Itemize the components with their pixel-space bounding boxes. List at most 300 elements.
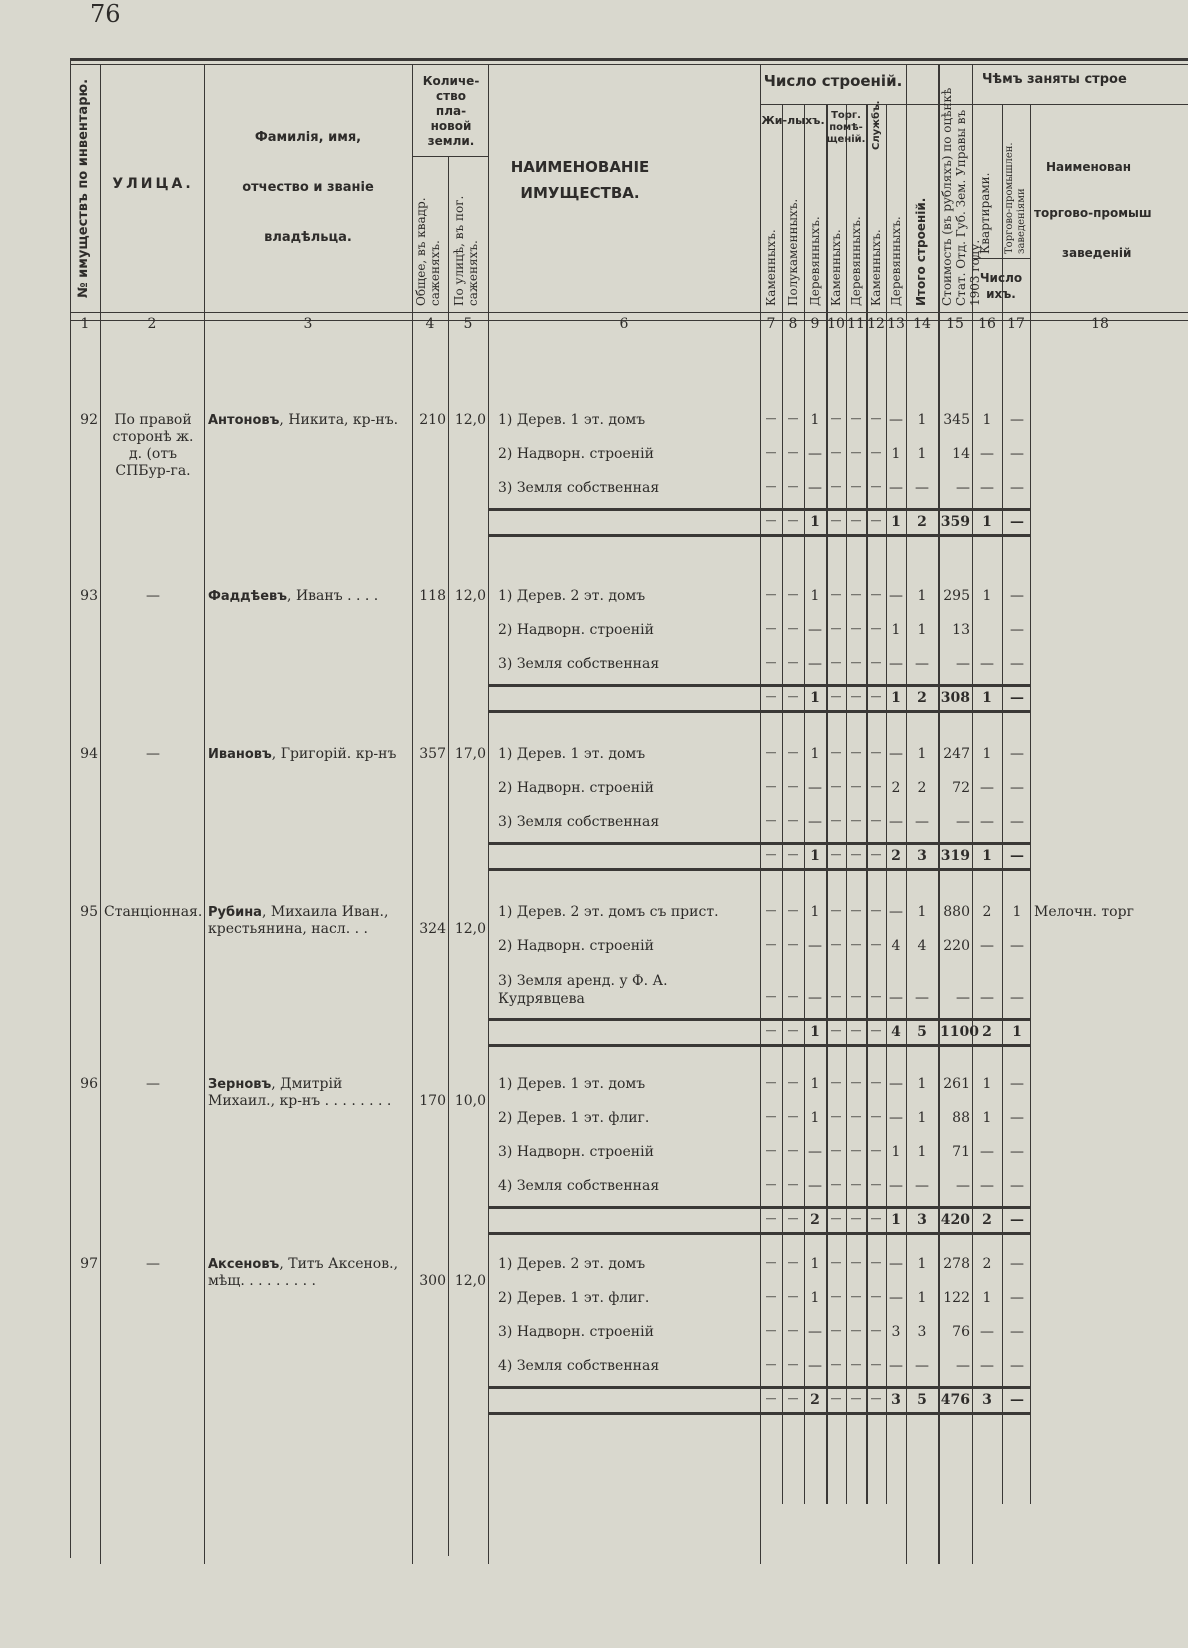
record-front: 10,0: [454, 1093, 486, 1109]
record-owner-surname: Антоновъ: [208, 413, 280, 428]
header-street: УЛИЦА.: [112, 176, 194, 192]
empty-dash: —: [870, 780, 882, 793]
item-name: 1) Дерев. 1 эт. домъ: [498, 746, 646, 762]
record-area: 170: [419, 1093, 446, 1109]
column-number: 1: [80, 316, 90, 332]
sum-wooden-service: 1: [891, 690, 901, 706]
empty-dash: —: [765, 588, 777, 601]
empty-dash: —: [850, 480, 862, 493]
empty-dash: —: [765, 446, 777, 459]
sum-apartments: 2: [982, 1212, 992, 1228]
sum-wooden-service: 2: [891, 848, 901, 864]
empty-dash: —: [787, 746, 799, 759]
item-value: —: [956, 1178, 970, 1194]
item-total: —: [915, 480, 929, 496]
item-value: —: [956, 1358, 970, 1374]
item-total: —: [915, 814, 929, 830]
empty-dash: —: [765, 938, 777, 951]
empty-dash: —: [765, 412, 777, 425]
column-number: 12: [867, 316, 885, 332]
empty-dash: —: [870, 1144, 882, 1157]
empty-dash: —: [765, 1076, 777, 1089]
empty-dash: —: [870, 480, 882, 493]
empty-dash: —: [787, 1324, 799, 1337]
record-street: —: [146, 746, 160, 762]
property-register-table: [70, 58, 1188, 1558]
empty-dash: —: [787, 1110, 799, 1123]
empty-dash: —: [850, 446, 862, 459]
item-trade: —: [1010, 1144, 1024, 1160]
header-stone-2: Каменныхъ.: [829, 229, 843, 306]
item-name: 1) Дерев. 1 эт. домъ: [498, 412, 646, 428]
empty-dash: —: [787, 622, 799, 635]
sum-wooden-living: 2: [810, 1212, 820, 1228]
empty-dash: —: [830, 990, 842, 1003]
header-owner-3: владѣльца.: [264, 230, 352, 245]
empty-dash: —: [787, 938, 799, 951]
empty-dash: —: [787, 814, 799, 827]
item-trade: —: [1010, 938, 1024, 954]
item-wooden-living: —: [808, 656, 822, 672]
record-front: 17,0: [454, 746, 486, 762]
item-name: 2) Надворн. строеній: [498, 446, 654, 462]
sum-empty-dash: —: [870, 848, 882, 861]
sum-empty-dash: —: [830, 1212, 842, 1225]
empty-dash: —: [870, 1256, 882, 1269]
empty-dash: —: [830, 446, 842, 459]
sum-empty-dash: —: [830, 514, 842, 527]
item-trade: —: [1010, 1110, 1024, 1126]
item-wooden-service: —: [889, 990, 903, 1006]
column-number: 18: [1091, 316, 1109, 332]
empty-dash: —: [830, 1076, 842, 1089]
item-trade: —: [1010, 1324, 1024, 1340]
empty-dash: —: [830, 746, 842, 759]
header-value: Стоимость (въ рубляхъ) по оцѣнкѣ Стат. Отд. Губ. Зем. Управы въ 1903 году.: [940, 87, 982, 306]
sum-empty-dash: —: [765, 848, 777, 861]
header-naming-1: Наименован: [1046, 160, 1132, 174]
record-owner-surname: Аксеновъ: [208, 1257, 280, 1272]
empty-dash: —: [870, 990, 882, 1003]
item-trade: —: [1010, 814, 1024, 830]
item-wooden-living: 1: [810, 1076, 820, 1092]
sum-empty-dash: —: [787, 848, 799, 861]
header-apartments: Квартирами.: [978, 172, 992, 254]
item-wooden-living: —: [808, 780, 822, 796]
empty-dash: —: [830, 588, 842, 601]
header-owner-2: отчество и званіе: [242, 180, 374, 195]
sum-empty-dash: —: [765, 1212, 777, 1225]
sum-total: 2: [917, 514, 927, 530]
item-total: 1: [917, 904, 927, 920]
sum-empty-dash: —: [850, 848, 862, 861]
sum-empty-dash: —: [850, 1024, 862, 1037]
sum-wooden-service: 1: [891, 1212, 901, 1228]
item-apartments: —: [980, 780, 994, 796]
sum-total: 5: [917, 1392, 927, 1408]
record-id: 93: [80, 588, 98, 604]
empty-dash: —: [830, 1256, 842, 1269]
record-owner-surname: Рубина: [208, 905, 262, 920]
item-value: 880: [943, 904, 970, 920]
empty-dash: —: [850, 990, 862, 1003]
empty-dash: —: [850, 656, 862, 669]
header-semistone: Полукаменныхъ.: [786, 198, 800, 306]
item-name: 1) Дерев. 1 эт. домъ: [498, 1076, 646, 1092]
item-wooden-service: —: [889, 1358, 903, 1374]
item-value: 220: [943, 938, 970, 954]
item-wooden-living: —: [808, 814, 822, 830]
column-number: 8: [788, 316, 798, 332]
header-occupied: Чѣмъ заняты строе: [982, 72, 1127, 87]
item-wooden-living: —: [808, 480, 822, 496]
item-name: 2) Надворн. строеній: [498, 938, 654, 954]
item-wooden-service: 1: [891, 622, 901, 638]
record-owner-rest: , Иванъ . . . .: [287, 588, 379, 604]
record-owner-surname: Фаддѣевъ: [208, 589, 288, 604]
empty-dash: —: [850, 1324, 862, 1337]
empty-dash: —: [787, 656, 799, 669]
sum-total: 3: [917, 848, 927, 864]
header-trade: Торг. помѣ-щеній.: [826, 110, 866, 145]
item-trade: —: [1010, 1358, 1024, 1374]
sum-apartments: 1: [982, 514, 992, 530]
header-col1: № имуществъ по инвентарю.: [76, 78, 91, 298]
header-wooden-1: Деревянныхъ.: [808, 216, 822, 306]
sum-empty-dash: —: [787, 690, 799, 703]
sum-trade: —: [1010, 514, 1024, 530]
sum-empty-dash: —: [870, 1212, 882, 1225]
header-naming-2: торгово-промыш: [1034, 206, 1152, 220]
header-total-buildings: Итого строеній.: [914, 197, 928, 306]
item-apartments: —: [980, 990, 994, 1006]
sum-empty-dash: —: [850, 1392, 862, 1405]
item-wooden-living: 1: [810, 1290, 820, 1306]
sum-value: 359: [940, 514, 970, 530]
item-total: 1: [917, 588, 927, 604]
item-name: 3) Надворн. строеній: [498, 1144, 654, 1160]
empty-dash: —: [870, 656, 882, 669]
empty-dash: —: [765, 780, 777, 793]
sum-empty-dash: —: [787, 514, 799, 527]
item-apartments: 1: [982, 1076, 992, 1092]
record-area: 300: [419, 1273, 446, 1289]
item-value: —: [956, 814, 970, 830]
column-number: 11: [847, 316, 865, 332]
empty-dash: —: [787, 588, 799, 601]
record-owner: [208, 1076, 408, 1110]
item-value: 345: [943, 412, 970, 428]
sum-trade: —: [1010, 1392, 1024, 1408]
sum-wooden-living: 1: [810, 690, 820, 706]
sum-empty-dash: —: [850, 690, 862, 703]
record-street: —: [146, 1256, 160, 1272]
item-trade: —: [1010, 780, 1024, 796]
empty-dash: —: [870, 412, 882, 425]
item-total: 4: [917, 938, 927, 954]
empty-dash: —: [870, 1324, 882, 1337]
item-wooden-service: —: [889, 1110, 903, 1126]
empty-dash: —: [830, 656, 842, 669]
record-owner: [208, 412, 408, 429]
column-number: 3: [303, 316, 313, 332]
record-front: 12,0: [454, 921, 486, 937]
empty-dash: —: [870, 446, 882, 459]
item-apartments: —: [980, 446, 994, 462]
item-wooden-service: —: [889, 746, 903, 762]
item-apartments: 1: [982, 1290, 992, 1306]
sum-apartments: 2: [982, 1024, 992, 1040]
empty-dash: —: [830, 904, 842, 917]
item-wooden-service: 3: [891, 1324, 901, 1340]
empty-dash: —: [830, 1110, 842, 1123]
empty-dash: —: [850, 1290, 862, 1303]
sum-value: 1100: [940, 1024, 979, 1040]
empty-dash: —: [787, 412, 799, 425]
sum-empty-dash: —: [830, 1024, 842, 1037]
empty-dash: —: [850, 412, 862, 425]
empty-dash: —: [765, 990, 777, 1003]
sum-empty-dash: —: [870, 690, 882, 703]
sum-empty-dash: —: [787, 1212, 799, 1225]
record-id: 92: [80, 412, 98, 428]
sum-apartments: 3: [982, 1392, 992, 1408]
column-number: 4: [425, 316, 435, 332]
item-wooden-service: 1: [891, 1144, 901, 1160]
item-apartments: —: [980, 480, 994, 496]
item-wooden-living: —: [808, 622, 822, 638]
record-owner-surname: Зерновъ: [208, 1077, 272, 1092]
empty-dash: —: [850, 780, 862, 793]
item-value: 72: [952, 780, 970, 796]
header-land-group: Количе-ство пла-новой земли.: [422, 74, 480, 148]
empty-dash: —: [830, 412, 842, 425]
header-service: Службъ.: [871, 100, 882, 150]
column-number: 9: [810, 316, 820, 332]
item-name: 2) Надворн. строеній: [498, 622, 654, 638]
empty-dash: —: [850, 1076, 862, 1089]
header-stone-1: Каменныхъ.: [764, 229, 778, 306]
record-front: 12,0: [454, 588, 486, 604]
item-wooden-living: —: [808, 1144, 822, 1160]
item-wooden-living: —: [808, 938, 822, 954]
sum-wooden-living: 1: [810, 514, 820, 530]
item-trade: —: [1010, 746, 1024, 762]
record-front: 12,0: [454, 412, 486, 428]
item-wooden-living: 1: [810, 1256, 820, 1272]
item-apartments: —: [980, 1324, 994, 1340]
item-value: 278: [943, 1256, 970, 1272]
empty-dash: —: [850, 588, 862, 601]
item-wooden-service: —: [889, 904, 903, 920]
item-apartments: 2: [982, 1256, 992, 1272]
record-id: 95: [80, 904, 98, 920]
item-total: 1: [917, 1076, 927, 1092]
empty-dash: —: [850, 1178, 862, 1191]
column-number: 14: [913, 316, 931, 332]
item-wooden-living: 1: [810, 904, 820, 920]
item-total: —: [915, 1178, 929, 1194]
item-total: 1: [917, 1290, 927, 1306]
item-name: 2) Дерев. 1 эт. флиг.: [498, 1290, 650, 1306]
item-wooden-service: 4: [891, 938, 901, 954]
item-wooden-living: —: [808, 1358, 822, 1374]
sum-trade: —: [1010, 1212, 1024, 1228]
record-area: 357: [419, 746, 446, 762]
sum-apartments: 1: [982, 690, 992, 706]
header-living: Жи-лыхъ.: [761, 114, 825, 127]
empty-dash: —: [765, 904, 777, 917]
item-apartments: —: [980, 814, 994, 830]
column-number: 13: [887, 316, 905, 332]
sum-total: 2: [917, 690, 927, 706]
column-number: 17: [1007, 316, 1025, 332]
item-apartments: 2: [982, 904, 992, 920]
sum-wooden-living: 1: [810, 1024, 820, 1040]
header-front: По улицѣ, въ пог. саженяхъ.: [452, 195, 480, 306]
item-trade: —: [1010, 990, 1024, 1006]
item-name: 4) Земля собственная: [498, 1358, 660, 1374]
empty-dash: —: [830, 622, 842, 635]
item-name: 3) Земля собственная: [498, 814, 660, 830]
sum-wooden-service: 1: [891, 514, 901, 530]
item-apartments: 1: [982, 588, 992, 604]
item-value: 71: [952, 1144, 970, 1160]
empty-dash: —: [850, 1358, 862, 1371]
empty-dash: —: [787, 1144, 799, 1157]
sum-empty-dash: —: [830, 1392, 842, 1405]
item-wooden-service: 2: [891, 780, 901, 796]
item-wooden-living: —: [808, 990, 822, 1006]
record-id: 96: [80, 1076, 98, 1092]
empty-dash: —: [765, 480, 777, 493]
item-wooden-service: —: [889, 814, 903, 830]
sum-wooden-living: 2: [810, 1392, 820, 1408]
empty-dash: —: [787, 1178, 799, 1191]
empty-dash: —: [765, 622, 777, 635]
item-value: —: [956, 656, 970, 672]
sum-empty-dash: —: [870, 1392, 882, 1405]
empty-dash: —: [870, 814, 882, 827]
sum-empty-dash: —: [830, 690, 842, 703]
record-id: 94: [80, 746, 98, 762]
item-value: 295: [943, 588, 970, 604]
record-naming: Мелочн. торг: [1034, 904, 1134, 920]
empty-dash: —: [787, 990, 799, 1003]
header-property-name: НАИМЕНОВАНІЕ ИМУЩЕСТВА.: [510, 158, 650, 202]
item-trade: —: [1010, 412, 1024, 428]
item-apartments: —: [980, 656, 994, 672]
sum-trade: —: [1010, 690, 1024, 706]
item-wooden-service: —: [889, 480, 903, 496]
item-trade: —: [1010, 588, 1024, 604]
empty-dash: —: [830, 1290, 842, 1303]
empty-dash: —: [765, 1256, 777, 1269]
empty-dash: —: [765, 814, 777, 827]
item-wooden-service: —: [889, 1076, 903, 1092]
header-wooden-2: Деревянныхъ.: [849, 216, 863, 306]
item-apartments: 1: [982, 746, 992, 762]
item-name: 1) Дерев. 2 эт. домъ: [498, 1256, 646, 1272]
item-total: 2: [917, 780, 927, 796]
empty-dash: —: [765, 1178, 777, 1191]
item-wooden-service: —: [889, 588, 903, 604]
empty-dash: —: [850, 1256, 862, 1269]
empty-dash: —: [870, 904, 882, 917]
item-trade: —: [1010, 656, 1024, 672]
empty-dash: —: [787, 1076, 799, 1089]
empty-dash: —: [787, 1358, 799, 1371]
sum-total: 5: [917, 1024, 927, 1040]
item-name: 3) Земля собственная: [498, 480, 660, 496]
item-apartments: 1: [982, 1110, 992, 1126]
item-wooden-living: —: [808, 446, 822, 462]
item-trade: —: [1010, 480, 1024, 496]
empty-dash: —: [765, 1290, 777, 1303]
sum-value: 476: [940, 1392, 970, 1408]
empty-dash: —: [765, 1144, 777, 1157]
header-buildings: Число строеній.: [763, 72, 903, 90]
empty-dash: —: [870, 938, 882, 951]
item-wooden-living: 1: [810, 412, 820, 428]
empty-dash: —: [850, 1144, 862, 1157]
sum-trade: 1: [1012, 1024, 1022, 1040]
sum-empty-dash: —: [850, 1212, 862, 1225]
item-apartments: 1: [982, 412, 992, 428]
item-trade: —: [1010, 1256, 1024, 1272]
item-apartments: —: [980, 1358, 994, 1374]
item-wooden-living: —: [808, 1178, 822, 1194]
column-number: 7: [766, 316, 776, 332]
header-trade-est: Торгово-промышлен. заведеніями: [1004, 142, 1027, 254]
record-street: По правой сторонѣ ж. д. (отъ СПБур-га.: [112, 412, 194, 479]
item-total: 1: [917, 746, 927, 762]
sum-value: 308: [940, 690, 970, 706]
record-area: 324: [419, 921, 446, 937]
empty-dash: —: [870, 1110, 882, 1123]
item-total: —: [915, 990, 929, 1006]
record-owner-rest: , Григорій. кр-нъ: [271, 746, 397, 762]
empty-dash: —: [830, 780, 842, 793]
sum-total: 3: [917, 1212, 927, 1228]
item-trade: —: [1010, 446, 1024, 462]
item-value: 76: [952, 1324, 970, 1340]
item-wooden-living: —: [808, 1324, 822, 1340]
empty-dash: —: [830, 814, 842, 827]
empty-dash: —: [765, 1110, 777, 1123]
empty-dash: —: [850, 1110, 862, 1123]
sum-value: 319: [940, 848, 970, 864]
item-name: 4) Земля собственная: [498, 1178, 660, 1194]
record-area: 210: [419, 412, 446, 428]
sum-wooden-service: 3: [891, 1392, 901, 1408]
sum-apartments: 1: [982, 848, 992, 864]
column-number: 15: [946, 316, 964, 332]
item-name: 2) Надворн. строеній: [498, 780, 654, 796]
sum-empty-dash: —: [787, 1024, 799, 1037]
sum-empty-dash: —: [870, 514, 882, 527]
item-wooden-service: —: [889, 1256, 903, 1272]
item-name: 1) Дерев. 2 эт. домъ: [498, 588, 646, 604]
sum-empty-dash: —: [870, 1024, 882, 1037]
sum-empty-dash: —: [765, 1392, 777, 1405]
empty-dash: —: [765, 656, 777, 669]
record-area: 118: [419, 588, 446, 604]
item-value: —: [956, 990, 970, 1006]
empty-dash: —: [830, 480, 842, 493]
item-name: 3) Земля аренд. у Ф. А. Кудрявцева: [498, 973, 668, 1007]
sum-wooden-living: 1: [810, 848, 820, 864]
